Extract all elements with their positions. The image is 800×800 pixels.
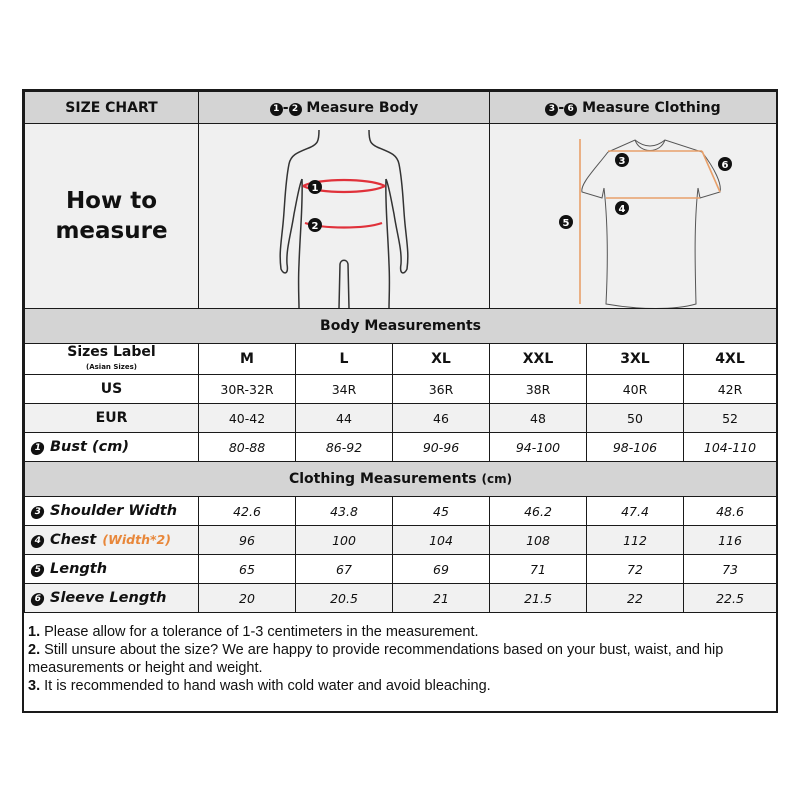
table-row-eur bbox=[25, 404, 777, 433]
table-row-us bbox=[25, 375, 777, 404]
table-row-bust bbox=[25, 433, 777, 462]
body-diagram-cell bbox=[199, 124, 490, 309]
notes bbox=[24, 613, 776, 695]
table-cell: 40R bbox=[587, 375, 684, 404]
table-cell: 21 bbox=[393, 584, 490, 613]
size-chart-title: SIZE CHART bbox=[25, 92, 199, 124]
note-item: 3. It is recommended to hand wash with cold water and avoid bleaching. bbox=[28, 678, 491, 694]
marker-5-icon: 5 bbox=[30, 564, 45, 577]
table-cell: 48 bbox=[490, 404, 587, 433]
table-cell: 104 bbox=[393, 526, 490, 555]
note-item: 2. Still unsure about the size? We are happy to provide recommendations based on your bust, waist, and hip measurements or height and weight. bbox=[28, 642, 724, 676]
table-cell: 20 bbox=[199, 584, 296, 613]
row-label: 6 Sleeve Length bbox=[25, 584, 199, 613]
size-l: L bbox=[296, 344, 393, 375]
table-cell: 69 bbox=[393, 555, 490, 584]
marker-3-icon: 3 bbox=[545, 103, 558, 116]
table-cell: 104-110 bbox=[684, 433, 777, 462]
table-cell: 44 bbox=[296, 404, 393, 433]
table-cell: 36R bbox=[393, 375, 490, 404]
marker-1-icon: 1 bbox=[270, 103, 283, 116]
marker-4-icon: 4 bbox=[30, 535, 45, 548]
row-label: US bbox=[25, 375, 199, 404]
clothing-measurements-heading: Clothing Measurements (cm) bbox=[25, 462, 777, 497]
size-m: M bbox=[199, 344, 296, 375]
row-label: 3 Shoulder Width bbox=[25, 497, 199, 526]
body-figure-icon bbox=[199, 124, 489, 308]
size-chart-table bbox=[24, 91, 777, 613]
shirt-marker-5: 5 bbox=[562, 218, 570, 229]
row-label: EUR bbox=[25, 404, 199, 433]
table-cell: 30R-32R bbox=[199, 375, 296, 404]
how-to-measure: How to measure bbox=[25, 124, 199, 309]
chest-width-note: (Width*2) bbox=[102, 532, 171, 547]
table-cell: 42R bbox=[684, 375, 777, 404]
table-cell: 98-106 bbox=[587, 433, 684, 462]
marker-2-icon: 2 bbox=[289, 103, 302, 116]
table-cell: 22.5 bbox=[684, 584, 777, 613]
table-cell: 21.5 bbox=[490, 584, 587, 613]
table-cell: 72 bbox=[587, 555, 684, 584]
size-4xl: 4XL bbox=[684, 344, 777, 375]
table-cell: 48.6 bbox=[684, 497, 777, 526]
shirt-diagram-cell bbox=[490, 124, 777, 309]
sizes-label: Sizes Label (Asian Sizes) bbox=[25, 344, 199, 375]
table-cell: 46 bbox=[393, 404, 490, 433]
measure-clothing-heading: 3 - 6 Measure Clothing bbox=[490, 92, 777, 124]
table-cell: 50 bbox=[587, 404, 684, 433]
body-marker-2: 2 bbox=[311, 221, 319, 232]
table-cell: 34R bbox=[296, 375, 393, 404]
shirt-marker-3: 3 bbox=[618, 156, 626, 167]
table-cell: 112 bbox=[587, 526, 684, 555]
size-xl: XL bbox=[393, 344, 490, 375]
row-label: 4 Chest (Width*2) bbox=[25, 526, 199, 555]
table-cell: 90-96 bbox=[393, 433, 490, 462]
sizes-row bbox=[25, 344, 777, 375]
table-cell: 42.6 bbox=[199, 497, 296, 526]
table-cell: 67 bbox=[296, 555, 393, 584]
marker-6-icon: 6 bbox=[564, 103, 577, 116]
table-cell: 100 bbox=[296, 526, 393, 555]
note-item: 1. Please allow for a tolerance of 1-3 centimeters in the measurement. bbox=[28, 624, 479, 640]
table-cell: 45 bbox=[393, 497, 490, 526]
table-cell: 65 bbox=[199, 555, 296, 584]
row-label: 1 Bust (cm) bbox=[25, 433, 199, 462]
marker-3-icon: 3 bbox=[30, 506, 45, 519]
size-chart bbox=[22, 89, 778, 713]
table-row-chest bbox=[25, 526, 777, 555]
marker-1-icon: 1 bbox=[30, 442, 45, 455]
table-row-shoulder bbox=[25, 497, 777, 526]
table-cell: 47.4 bbox=[587, 497, 684, 526]
table-cell: 108 bbox=[490, 526, 587, 555]
row-label: 5 Length bbox=[25, 555, 199, 584]
table-cell: 86-92 bbox=[296, 433, 393, 462]
table-cell: 80-88 bbox=[199, 433, 296, 462]
table-row-sleeve bbox=[25, 584, 777, 613]
marker-6-icon: 6 bbox=[30, 593, 45, 606]
size-3xl: 3XL bbox=[587, 344, 684, 375]
table-cell: 96 bbox=[199, 526, 296, 555]
table-cell: 116 bbox=[684, 526, 777, 555]
measure-body-heading: 1 - 2 Measure Body bbox=[199, 92, 490, 124]
measure-body-label: Measure Body bbox=[306, 99, 419, 116]
shirt-marker-6: 6 bbox=[721, 160, 729, 171]
body-measurements-heading: Body Measurements bbox=[25, 309, 777, 344]
table-cell: 22 bbox=[587, 584, 684, 613]
table-cell: 46.2 bbox=[490, 497, 587, 526]
body-marker-1: 1 bbox=[311, 183, 319, 194]
size-xxl: XXL bbox=[490, 344, 587, 375]
table-cell: 71 bbox=[490, 555, 587, 584]
measure-clothing-label: Measure Clothing bbox=[582, 99, 721, 116]
table-cell: 40-42 bbox=[199, 404, 296, 433]
table-row-length bbox=[25, 555, 777, 584]
table-cell: 73 bbox=[684, 555, 777, 584]
table-cell: 52 bbox=[684, 404, 777, 433]
table-cell: 38R bbox=[490, 375, 587, 404]
table-cell: 43.8 bbox=[296, 497, 393, 526]
table-cell: 94-100 bbox=[490, 433, 587, 462]
tshirt-figure-icon bbox=[490, 124, 780, 308]
table-cell: 20.5 bbox=[296, 584, 393, 613]
shirt-marker-4: 4 bbox=[618, 204, 626, 215]
